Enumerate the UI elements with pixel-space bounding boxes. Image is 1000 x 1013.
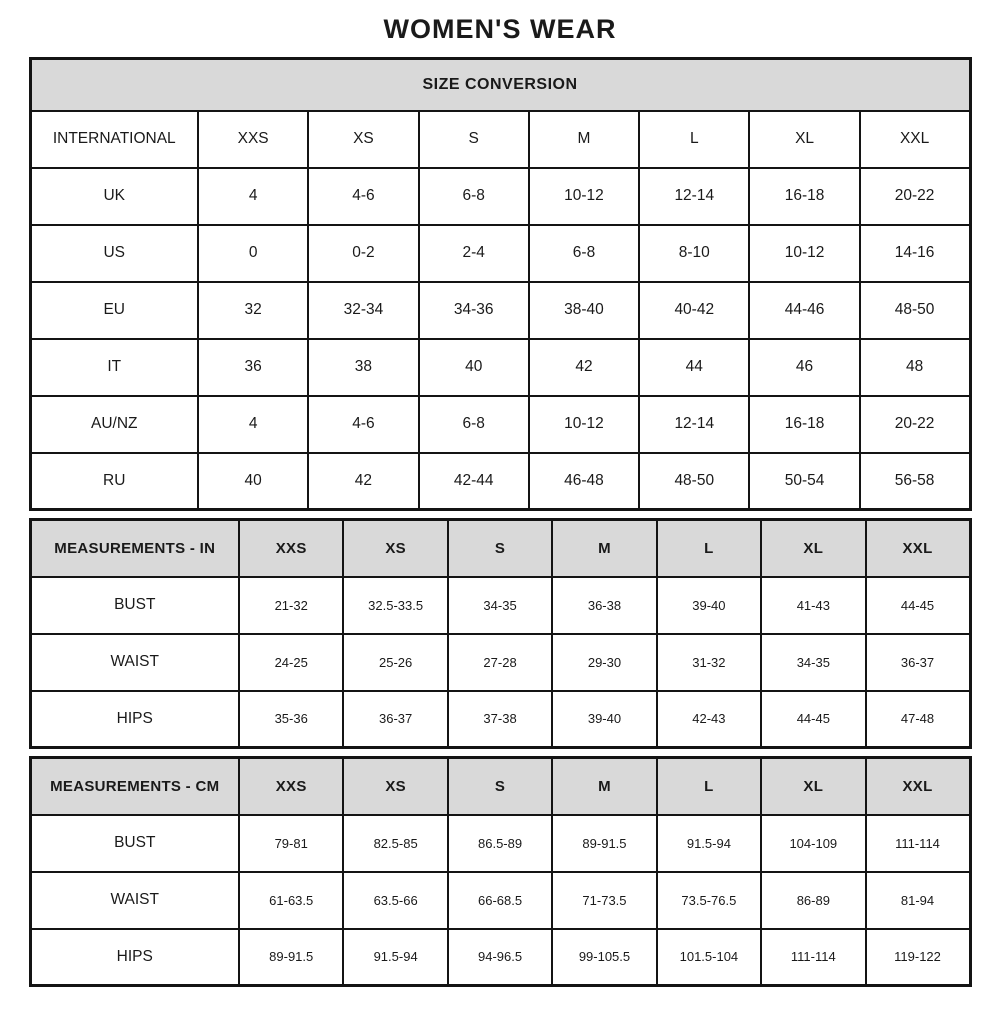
size-cell: 40-42 [639, 282, 749, 339]
size-cell: 42-44 [419, 453, 529, 510]
column-header-size: XS [343, 758, 447, 815]
measurement-cell: 86-89 [761, 872, 865, 929]
table-row [30, 59, 970, 111]
table-row [30, 339, 970, 396]
size-conversion-title: SIZE CONVERSION [30, 59, 970, 111]
size-cell: 10-12 [749, 225, 859, 282]
table-row [30, 282, 970, 339]
row-label-hips: HIPS [30, 691, 239, 748]
row-label-us: US [30, 225, 198, 282]
table-row [30, 396, 970, 453]
measurements-in-title: MEASUREMENTS - IN [30, 520, 239, 577]
size-cell: 4-6 [308, 396, 418, 453]
measurement-cell: 44-45 [866, 577, 970, 634]
size-cell: 38-40 [529, 282, 639, 339]
measurement-cell: 27-28 [448, 634, 552, 691]
size-cell: 40 [198, 453, 308, 510]
column-header-international: INTERNATIONAL [30, 111, 198, 168]
measurement-cell: 94-96.5 [448, 929, 552, 986]
size-cell: 20-22 [860, 168, 970, 225]
measurement-cell: 89-91.5 [552, 815, 656, 872]
size-cell: 48 [860, 339, 970, 396]
size-cell: 4 [198, 168, 308, 225]
measurement-cell: 111-114 [866, 815, 970, 872]
measurement-cell: 91.5-94 [343, 929, 447, 986]
table-row [30, 111, 970, 168]
measurement-cell: 47-48 [866, 691, 970, 748]
size-cell: 56-58 [860, 453, 970, 510]
size-cell: 20-22 [860, 396, 970, 453]
measurement-cell: 101.5-104 [657, 929, 761, 986]
size-cell: 10-12 [529, 396, 639, 453]
table-row [30, 691, 970, 748]
size-cell: 16-18 [749, 168, 859, 225]
row-label-aunz: AU/NZ [30, 396, 198, 453]
column-header-size: XS [343, 520, 447, 577]
column-header-size: XXL [860, 111, 970, 168]
measurement-cell: 81-94 [866, 872, 970, 929]
measurement-cell: 99-105.5 [552, 929, 656, 986]
measurement-cell: 35-36 [239, 691, 343, 748]
row-label-hips: HIPS [30, 929, 239, 986]
measurement-cell: 79-81 [239, 815, 343, 872]
measurement-cell: 39-40 [657, 577, 761, 634]
column-header-size: XXS [239, 758, 343, 815]
size-cell: 12-14 [639, 396, 749, 453]
size-cell: 4-6 [308, 168, 418, 225]
measurement-cell: 36-37 [866, 634, 970, 691]
size-cell: 12-14 [639, 168, 749, 225]
size-cell: 42 [529, 339, 639, 396]
size-cell: 34-36 [419, 282, 529, 339]
measurement-cell: 42-43 [657, 691, 761, 748]
row-label-uk: UK [30, 168, 198, 225]
size-cell: 16-18 [749, 396, 859, 453]
measurement-cell: 63.5-66 [343, 872, 447, 929]
column-header-size: M [529, 111, 639, 168]
table-row [30, 929, 970, 986]
measurement-cell: 89-91.5 [239, 929, 343, 986]
measurement-cell: 66-68.5 [448, 872, 552, 929]
column-header-size: S [448, 520, 552, 577]
column-header-size: XXL [866, 758, 970, 815]
column-header-size: XXS [239, 520, 343, 577]
measurement-cell: 73.5-76.5 [657, 872, 761, 929]
table-row [30, 758, 970, 815]
measurement-cell: 61-63.5 [239, 872, 343, 929]
size-cell: 6-8 [529, 225, 639, 282]
size-cell: 8-10 [639, 225, 749, 282]
size-cell: 46-48 [529, 453, 639, 510]
table-row [30, 815, 970, 872]
size-conversion-table [29, 57, 972, 511]
size-cell: 48-50 [639, 453, 749, 510]
column-header-size: L [639, 111, 749, 168]
size-cell: 50-54 [749, 453, 859, 510]
table-row [30, 634, 970, 691]
measurement-cell: 34-35 [448, 577, 552, 634]
measurement-cell: 71-73.5 [552, 872, 656, 929]
measurements-cm-title: MEASUREMENTS - CM [30, 758, 239, 815]
column-header-size: XS [308, 111, 418, 168]
measurement-cell: 44-45 [761, 691, 865, 748]
table-row [30, 577, 970, 634]
size-cell: 6-8 [419, 396, 529, 453]
column-header-size: M [552, 758, 656, 815]
size-cell: 44 [639, 339, 749, 396]
size-cell: 40 [419, 339, 529, 396]
size-cell: 0 [198, 225, 308, 282]
column-header-size: XXL [866, 520, 970, 577]
measurement-cell: 31-32 [657, 634, 761, 691]
column-header-size: S [419, 111, 529, 168]
measurement-cell: 104-109 [761, 815, 865, 872]
measurement-cell: 37-38 [448, 691, 552, 748]
measurement-cell: 119-122 [866, 929, 970, 986]
size-cell: 48-50 [860, 282, 970, 339]
size-cell: 4 [198, 396, 308, 453]
measurement-cell: 41-43 [761, 577, 865, 634]
table-row [30, 168, 970, 225]
page-title: WOMEN'S WEAR [383, 14, 617, 44]
size-cell: 36 [198, 339, 308, 396]
size-cell: 14-16 [860, 225, 970, 282]
measurement-cell: 25-26 [343, 634, 447, 691]
size-cell: 2-4 [419, 225, 529, 282]
row-label-waist: WAIST [30, 634, 239, 691]
column-header-size: L [657, 758, 761, 815]
column-header-size: XL [749, 111, 859, 168]
measurement-cell: 34-35 [761, 634, 865, 691]
size-cell: 0-2 [308, 225, 418, 282]
column-header-size: XL [761, 520, 865, 577]
table-row [30, 225, 970, 282]
column-header-size: XL [761, 758, 865, 815]
size-cell: 38 [308, 339, 418, 396]
measurement-cell: 36-37 [343, 691, 447, 748]
size-cell: 32-34 [308, 282, 418, 339]
size-cell: 46 [749, 339, 859, 396]
row-label-waist: WAIST [30, 872, 239, 929]
column-header-size: S [448, 758, 552, 815]
measurement-cell: 21-32 [239, 577, 343, 634]
measurement-cell: 111-114 [761, 929, 865, 986]
measurements-in-table [29, 518, 972, 749]
measurement-cell: 86.5-89 [448, 815, 552, 872]
size-cell: 10-12 [529, 168, 639, 225]
measurement-cell: 39-40 [552, 691, 656, 748]
measurement-cell: 36-38 [552, 577, 656, 634]
table-row [30, 453, 970, 510]
column-header-size: XXS [198, 111, 308, 168]
measurement-cell: 32.5-33.5 [343, 577, 447, 634]
column-header-size: L [657, 520, 761, 577]
size-chart-page [0, 13, 1000, 1013]
size-cell: 6-8 [419, 168, 529, 225]
measurement-cell: 29-30 [552, 634, 656, 691]
table-row [30, 872, 970, 929]
size-cell: 32 [198, 282, 308, 339]
row-label-eu: EU [30, 282, 198, 339]
measurement-cell: 24-25 [239, 634, 343, 691]
row-label-bust: BUST [30, 577, 239, 634]
measurements-cm-table [29, 756, 972, 987]
size-cell: 42 [308, 453, 418, 510]
row-label-bust: BUST [30, 815, 239, 872]
column-header-size: M [552, 520, 656, 577]
row-label-it: IT [30, 339, 198, 396]
table-row [30, 520, 970, 577]
measurement-cell: 82.5-85 [343, 815, 447, 872]
measurement-cell: 91.5-94 [657, 815, 761, 872]
row-label-ru: RU [30, 453, 198, 510]
size-cell: 44-46 [749, 282, 859, 339]
